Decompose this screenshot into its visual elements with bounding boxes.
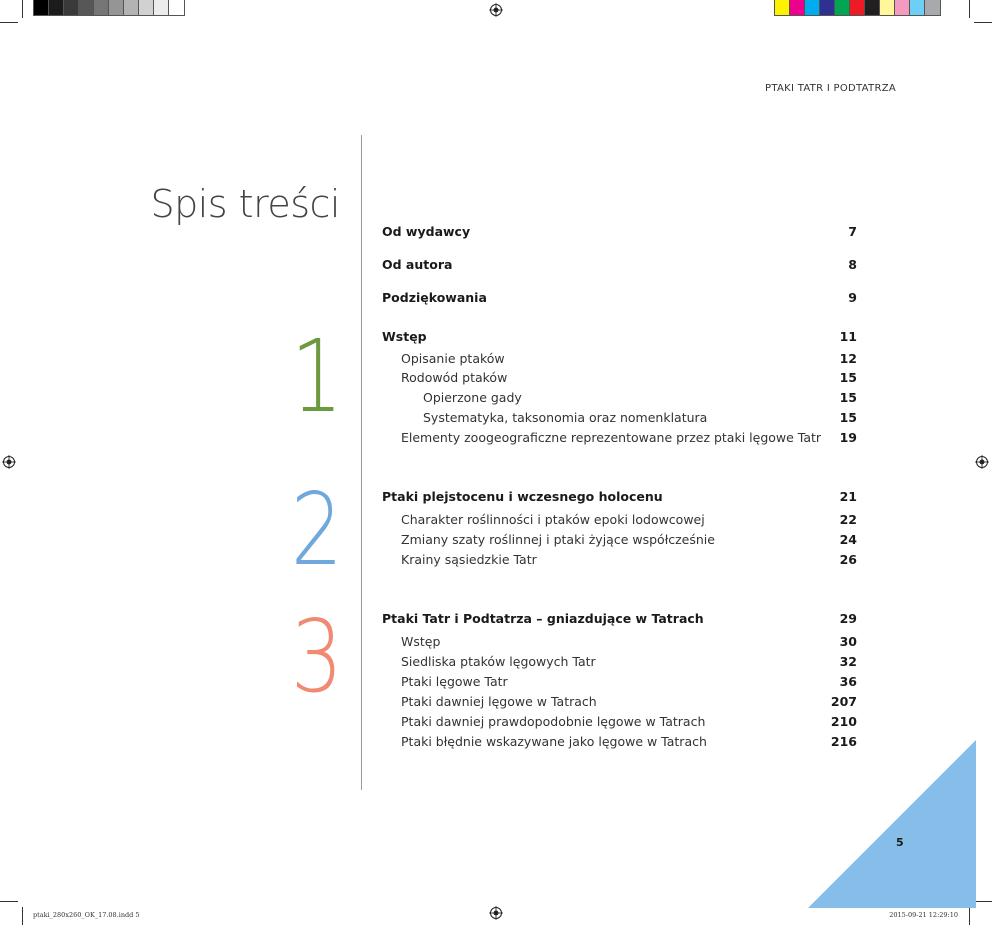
toc-entry-label: Opisanie ptaków — [401, 351, 505, 366]
crop-mark-bottom-left-h — [0, 901, 18, 902]
toc-entry[interactable] — [382, 734, 857, 749]
toc-entry-page: 15 — [839, 370, 857, 385]
toc-entry-page: 32 — [839, 654, 857, 669]
toc-entry-label: Ptaki błędnie wskazywane jako lęgowe w Tatrach — [401, 734, 707, 749]
process-color-swatch — [820, 0, 835, 15]
grayscale-swatch — [34, 0, 49, 15]
toc-entry[interactable] — [382, 512, 857, 527]
toc-entry-page: 22 — [839, 512, 857, 527]
crop-mark-top-right-h — [974, 22, 992, 23]
toc-entry-page: 24 — [839, 532, 857, 547]
toc-entry-page: 36 — [839, 674, 857, 689]
toc-entry-label: Wstęp — [382, 329, 427, 344]
toc-entry-podziekowania[interactable] — [382, 290, 857, 305]
toc-entry-label: Krainy sąsiedzkie Tatr — [401, 552, 537, 567]
process-color-swatch — [790, 0, 805, 15]
grayscale-swatch — [109, 0, 124, 15]
corner-triangle — [808, 740, 976, 908]
toc-entry[interactable] — [382, 430, 857, 445]
process-color-swatch — [895, 0, 910, 15]
toc-entry-label: Systematyka, taksonomia oraz nomenklatura — [423, 410, 708, 425]
toc-entry-page: 21 — [839, 489, 857, 504]
toc-entry-label: Ptaki dawniej lęgowe w Tatrach — [401, 694, 597, 709]
toc-entry-label: Opierzone gady — [423, 390, 522, 405]
toc-chapter-3-title[interactable] — [382, 611, 857, 626]
process-color-swatch — [925, 0, 940, 15]
process-color-swatch — [805, 0, 820, 15]
toc-entry-page: 210 — [830, 714, 857, 729]
toc-entry-label: Siedliska ptaków lęgowych Tatr — [401, 654, 596, 669]
toc-entry[interactable] — [382, 634, 857, 649]
toc-chapter-1-title[interactable] — [382, 329, 857, 344]
grayscale-swatch — [64, 0, 79, 15]
toc-entry-page: 26 — [839, 552, 857, 567]
toc-chapter-2-title[interactable] — [382, 489, 857, 504]
crop-mark-bottom-right-h — [974, 901, 992, 902]
toc-entry[interactable] — [382, 714, 857, 729]
grayscale-swatch — [124, 0, 139, 15]
toc-entry[interactable] — [382, 351, 857, 366]
toc-entry-label: Elementy zoogeograficzne reprezentowane przez ptaki lęgowe Tatr — [401, 430, 822, 445]
toc-entry-label: Ptaki dawniej prawdopodobnie lęgowe w Tatrach — [401, 714, 706, 729]
grayscale-swatch — [49, 0, 64, 15]
toc-entry-page: 9 — [848, 290, 857, 305]
vertical-divider — [361, 135, 362, 790]
toc-entry-od-autora[interactable] — [382, 257, 857, 272]
toc-entry[interactable] — [382, 370, 857, 385]
toc-entry-label: Ptaki Tatr i Podtatrza – gniazdujące w Tatrach — [382, 611, 704, 626]
toc-entry-page: 15 — [839, 410, 857, 425]
crop-mark-top-right-v — [969, 0, 970, 18]
crop-mark-top-left-h — [0, 22, 18, 23]
chapter-number-3: 3 — [291, 598, 340, 715]
toc-entry-page: 30 — [839, 634, 857, 649]
toc-entry-page: 207 — [830, 694, 857, 709]
toc-entry-label: Charakter roślinności i ptaków epoki lodowcowej — [401, 512, 705, 527]
toc-entry[interactable] — [382, 674, 857, 689]
toc-entry-label: Wstęp — [401, 634, 441, 649]
toc-entry-label: Od wydawcy — [382, 224, 471, 239]
toc-entry-label: Od autora — [382, 257, 453, 272]
crop-mark-bottom-right-v — [969, 907, 970, 925]
toc-entry[interactable] — [382, 390, 857, 405]
registration-mark-top-icon — [489, 3, 503, 17]
process-color-swatch — [835, 0, 850, 15]
process-color-swatch — [865, 0, 880, 15]
process-color-swatch — [880, 0, 895, 15]
toc-entry[interactable] — [382, 532, 857, 547]
toc-entry-label: Zmiany szaty roślinnej i ptaki żyjące współcześnie — [401, 532, 715, 547]
toc-entry-page: 12 — [839, 351, 857, 366]
toc-entry-page: 19 — [839, 430, 857, 445]
grayscale-color-bar — [33, 0, 185, 16]
slug-timestamp: 2015-09-21 12:29:10 — [889, 911, 958, 919]
chapter-number-1: 1 — [291, 318, 340, 435]
toc-entry-page: 11 — [839, 329, 857, 344]
toc-entry-label: Podziękowania — [382, 290, 487, 305]
toc-entry-label: Ptaki lęgowe Tatr — [401, 674, 508, 689]
toc-entry[interactable] — [382, 694, 857, 709]
grayscale-swatch — [79, 0, 94, 15]
grayscale-swatch — [94, 0, 109, 15]
process-color-swatch — [910, 0, 925, 15]
grayscale-swatch — [139, 0, 154, 15]
toc-entry[interactable] — [382, 654, 857, 669]
toc-entry-od-wydawcy[interactable] — [382, 224, 857, 239]
toc-entry-page: 216 — [830, 734, 857, 749]
crop-mark-bottom-left-v — [22, 907, 23, 925]
toc-entry-label: Ptaki plejstocenu i wczesnego holocenu — [382, 489, 663, 504]
process-color-swatch — [775, 0, 790, 15]
toc-entry-label: Rodowód ptaków — [401, 370, 508, 385]
toc-title: Spis treści — [150, 182, 340, 226]
toc-entry[interactable] — [382, 552, 857, 567]
grayscale-swatch — [154, 0, 169, 15]
slug-filename: ptaki_280x260_OK_17.08.indd 5 — [33, 911, 140, 919]
toc-entry-page: 8 — [848, 257, 857, 272]
process-color-swatch — [850, 0, 865, 15]
running-head: PTAKI TATR I PODTATRZA — [765, 83, 896, 94]
process-color-bar — [774, 0, 941, 16]
chapter-number-2: 2 — [291, 471, 340, 588]
toc-entry-page: 29 — [839, 611, 857, 626]
toc-entry-page: 7 — [848, 224, 857, 239]
page-number: 5 — [896, 836, 904, 849]
toc-entry-page: 15 — [839, 390, 857, 405]
registration-mark-right-icon — [975, 455, 989, 469]
registration-mark-bottom-icon — [489, 906, 503, 920]
registration-mark-left-icon — [2, 455, 16, 469]
grayscale-swatch — [169, 0, 184, 15]
toc-entry[interactable] — [382, 410, 857, 425]
crop-mark-top-left-v — [22, 0, 23, 18]
